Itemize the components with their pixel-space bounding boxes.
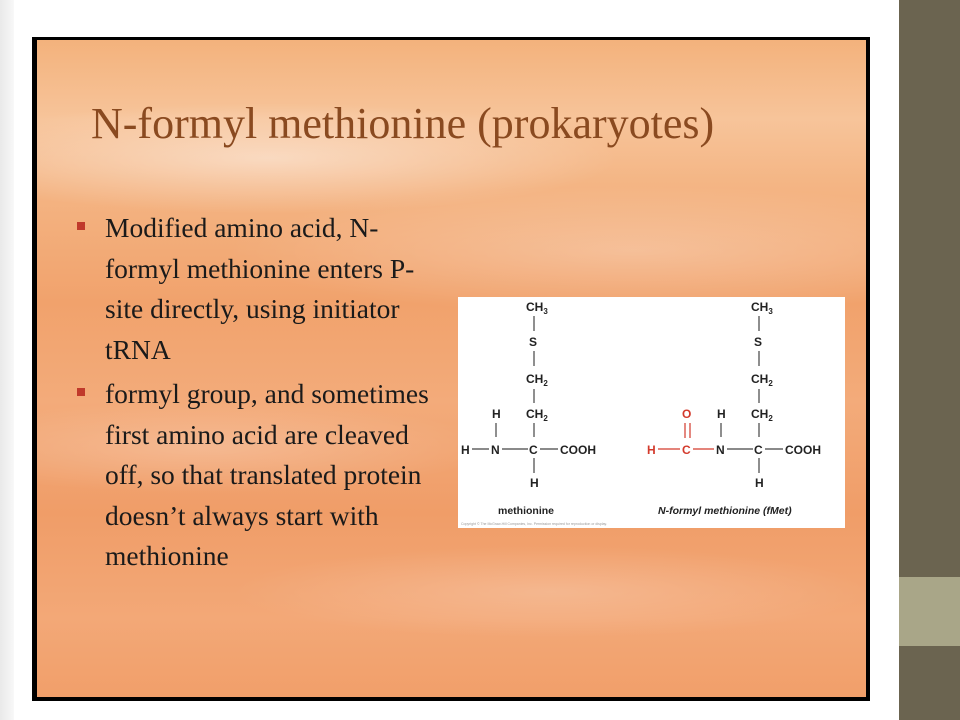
- carboxyl-group: COOH: [785, 443, 821, 457]
- ch2-group: $CH_2$: [751, 372, 773, 388]
- fmet-label: N-formyl methionine (fMet): [658, 505, 792, 517]
- alpha-carbon: C: [754, 443, 763, 457]
- methionine-label: methionine: [498, 505, 555, 517]
- figure-copyright: Copyright © The McGraw-Hill Companies, Inc. Permission required for reproduction or display.: [461, 522, 608, 526]
- chemical-structures-diagram: [458, 297, 845, 528]
- sulfur-atom: S: [529, 335, 538, 349]
- bullet-marker: [77, 388, 85, 396]
- ch2-group: $CH_2$: [751, 407, 773, 423]
- formyl-carbon: C: [682, 443, 691, 457]
- oxygen-atom: O: [682, 407, 692, 421]
- bullet-item: [77, 208, 437, 370]
- slide-frame: [32, 37, 870, 701]
- bullet-text: formyl group, and sometimes first amino acid are cleaved off, so that translated protein doesn’t always start with methionine: [105, 378, 429, 571]
- carboxyl-group: COOH: [560, 443, 596, 457]
- alpha-carbon: C: [529, 443, 538, 457]
- sulfur-atom: S: [754, 335, 763, 349]
- bullet-text: Modified amino acid, N-formyl methionine enters P-site directly, using initiator tRNA: [105, 212, 415, 365]
- hydrogen-atom: H: [755, 476, 764, 490]
- hydrogen-atom: H: [530, 476, 539, 490]
- bullet-marker: [77, 222, 85, 230]
- right-band-accent: [899, 577, 960, 646]
- hydrogen-atom: H: [717, 407, 726, 421]
- right-decorative-band: [899, 0, 960, 720]
- methionine-structure: [461, 300, 596, 517]
- nitrogen-atom: N: [491, 443, 500, 457]
- ch2-group: $CH_2$: [526, 372, 548, 388]
- ch3-group: $CH_3$: [751, 300, 773, 316]
- hydrogen-atom: H: [461, 443, 470, 457]
- formyl-hydrogen: H: [647, 443, 656, 457]
- ch2-group: $CH_2$: [526, 407, 548, 423]
- bullet-item: [77, 374, 437, 577]
- hydrogen-atom: H: [492, 407, 501, 421]
- structure-figure: [458, 297, 845, 528]
- fmet-structure: [647, 300, 821, 517]
- ch3-group: $CH_3$: [526, 300, 548, 316]
- slide-title: N-formyl methionine (prokaryotes): [91, 99, 715, 148]
- slide: [37, 40, 866, 697]
- bullet-list: [77, 208, 437, 581]
- left-edge-strip: [0, 0, 14, 720]
- nitrogen-atom: N: [716, 443, 725, 457]
